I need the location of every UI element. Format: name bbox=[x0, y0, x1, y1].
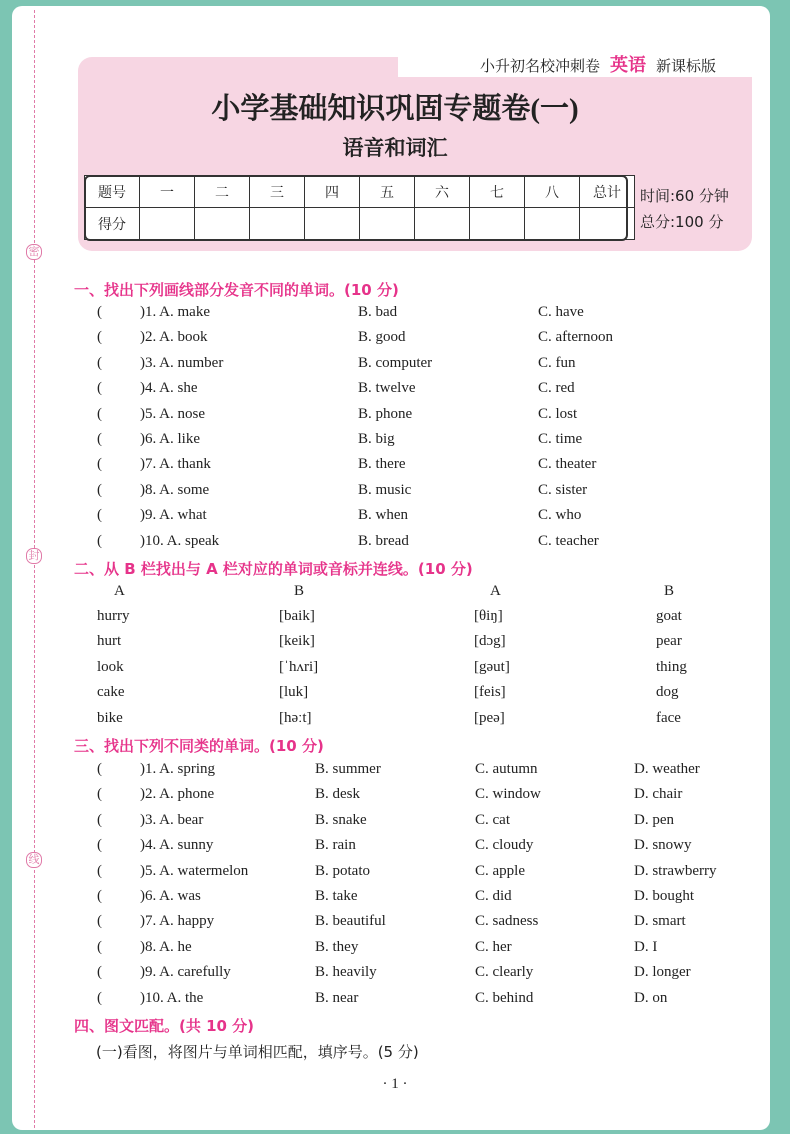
option-b: B. heavily bbox=[315, 964, 377, 981]
option-a: )1. A. make bbox=[140, 304, 210, 320]
option-a: )9. A. what bbox=[140, 507, 207, 524]
option-a: )10. A. the bbox=[140, 989, 204, 1006]
answer-blank[interactable]: ( bbox=[97, 329, 102, 346]
option-b: B. there bbox=[358, 456, 406, 473]
time-limit: 时间:60 分钟 bbox=[640, 187, 729, 205]
option-b: B. when bbox=[358, 507, 408, 524]
match-item[interactable]: cake bbox=[97, 684, 125, 701]
option-b: B. take bbox=[315, 888, 358, 904]
score-input-cell[interactable] bbox=[415, 208, 470, 240]
option-d: D. smart bbox=[634, 913, 686, 930]
score-cell: 七 bbox=[470, 176, 525, 208]
binding-line bbox=[34, 10, 35, 1128]
option-a: )5. A. watermelon bbox=[140, 862, 249, 879]
option-b: B. big bbox=[358, 431, 395, 447]
answer-blank[interactable]: ( bbox=[97, 456, 102, 473]
section3-heading: 三、找出下列不同类的单词。(10 分) bbox=[74, 737, 324, 755]
score-cell: 四 bbox=[305, 176, 360, 208]
option-a: )8. A. he bbox=[140, 938, 192, 955]
side-mark-3: 线 bbox=[26, 852, 42, 868]
match-item[interactable]: hurt bbox=[97, 633, 122, 650]
option-c: C. sadness bbox=[475, 913, 539, 930]
score-table bbox=[84, 175, 635, 240]
side-mark-1: 密 bbox=[26, 244, 42, 260]
section4-heading: 四、图文匹配。(共 10 分) bbox=[74, 1017, 255, 1035]
score-input-cell[interactable] bbox=[580, 208, 635, 240]
match-item[interactable]: look bbox=[97, 658, 124, 675]
section1-heading: 一、找出下列画线部分发音不同的单词。(10 分) bbox=[74, 281, 399, 299]
score-input-cell[interactable] bbox=[360, 208, 415, 240]
section2-heading: 二、从 B 栏找出与 A 栏对应的单词或音标并连线。(10 分) bbox=[74, 560, 473, 578]
option-b: B. good bbox=[358, 329, 406, 346]
score-cell: 三 bbox=[250, 176, 305, 208]
score-input-cell[interactable] bbox=[140, 208, 195, 240]
score-cell: 总计 bbox=[580, 176, 635, 208]
answer-blank[interactable]: ( bbox=[97, 354, 102, 371]
answer-blank[interactable]: ( bbox=[97, 989, 102, 1006]
column-header: B bbox=[294, 583, 305, 599]
match-item[interactable]: pear bbox=[656, 633, 682, 650]
answer-blank[interactable]: ( bbox=[97, 761, 102, 777]
option-a: )7. A. thank bbox=[140, 456, 211, 473]
option-b: B. near bbox=[315, 989, 359, 1006]
match-item[interactable]: face bbox=[656, 709, 681, 726]
answer-blank[interactable]: ( bbox=[97, 862, 102, 879]
side-mark-2: 封 bbox=[26, 548, 42, 564]
option-a: )9. A. carefully bbox=[140, 964, 231, 981]
section4-subheading: (一)看图，将图片与单词相匹配，填序号。(5 分) bbox=[96, 1043, 419, 1061]
option-b: B. bread bbox=[358, 532, 409, 549]
option-c: C. time bbox=[538, 431, 583, 447]
match-item[interactable]: hurry bbox=[97, 608, 130, 624]
score-label-cell: 得分 bbox=[85, 208, 140, 240]
match-item[interactable]: bike bbox=[97, 709, 123, 726]
series-line bbox=[480, 51, 716, 77]
option-b: B. phone bbox=[358, 405, 413, 422]
option-b: B. desk bbox=[315, 786, 360, 803]
score-input-cell[interactable] bbox=[195, 208, 250, 240]
match-item[interactable]: [gəut] bbox=[474, 658, 510, 675]
column-header: B bbox=[664, 583, 675, 599]
answer-blank[interactable]: ( bbox=[97, 431, 102, 447]
option-c: C. teacher bbox=[538, 532, 599, 549]
answer-blank[interactable]: ( bbox=[97, 481, 102, 498]
answer-blank[interactable]: ( bbox=[97, 938, 102, 955]
score-cell: 五 bbox=[360, 176, 415, 208]
option-b: B. music bbox=[358, 481, 412, 498]
score-value-row bbox=[85, 208, 635, 240]
column-header: A bbox=[490, 583, 501, 599]
option-c: C. lost bbox=[538, 405, 578, 422]
option-b: B. rain bbox=[315, 837, 356, 854]
page-number: · 1 · bbox=[382, 1076, 408, 1092]
answer-blank[interactable]: ( bbox=[97, 786, 102, 803]
option-c: C. window bbox=[475, 786, 541, 803]
option-a: )3. A. bear bbox=[140, 811, 204, 828]
option-d: D. pen bbox=[634, 811, 674, 828]
option-a: )10. A. speak bbox=[140, 532, 220, 549]
option-c: C. afternoon bbox=[538, 329, 613, 346]
option-a: )6. A. was bbox=[140, 888, 201, 904]
time-info bbox=[640, 183, 729, 235]
total-score: 总分:100 分 bbox=[640, 213, 724, 231]
option-c: C. behind bbox=[475, 989, 534, 1006]
option-b: B. snake bbox=[315, 811, 367, 828]
option-b: B. summer bbox=[315, 761, 381, 777]
answer-blank[interactable]: ( bbox=[97, 507, 102, 524]
option-d: D. I bbox=[634, 938, 658, 955]
option-c: C. her bbox=[475, 938, 512, 955]
option-d: D. on bbox=[634, 989, 668, 1006]
option-d: D. chair bbox=[634, 786, 683, 803]
answer-blank[interactable]: ( bbox=[97, 913, 102, 930]
match-item[interactable]: [baik] bbox=[279, 608, 315, 624]
page-title: 小学基础知识巩固专题卷(一) bbox=[211, 93, 579, 125]
match-item[interactable]: dog bbox=[656, 684, 679, 701]
option-c: C. did bbox=[475, 888, 512, 904]
option-c: C. red bbox=[538, 380, 575, 397]
subject-label: 英语 bbox=[609, 55, 646, 76]
option-d: D. weather bbox=[634, 761, 700, 777]
option-a: )4. A. she bbox=[140, 380, 198, 397]
score-input-cell[interactable] bbox=[305, 208, 360, 240]
option-b: B. beautiful bbox=[315, 913, 386, 930]
option-a: )7. A. happy bbox=[140, 913, 215, 930]
answer-blank[interactable]: ( bbox=[97, 888, 102, 904]
option-a: )8. A. some bbox=[140, 481, 210, 498]
match-item[interactable]: [ˈhʌri] bbox=[279, 658, 319, 675]
option-b: B. twelve bbox=[358, 380, 416, 397]
series-name: 小升初名校冲刺卷 bbox=[479, 57, 600, 75]
option-b: B. computer bbox=[358, 354, 433, 371]
score-input-cell[interactable] bbox=[470, 208, 525, 240]
answer-blank[interactable]: ( bbox=[97, 532, 102, 549]
option-a: )2. A. book bbox=[140, 329, 208, 346]
score-input-cell[interactable] bbox=[525, 208, 580, 240]
option-d: D. snowy bbox=[634, 837, 692, 854]
score-header-row bbox=[85, 176, 635, 208]
option-b: B. they bbox=[315, 938, 359, 955]
option-c: C. cat bbox=[475, 811, 510, 828]
option-a: )1. A. spring bbox=[140, 761, 215, 777]
match-item[interactable]: [θiŋ] bbox=[474, 608, 503, 624]
option-a: )3. A. number bbox=[140, 354, 224, 371]
option-a: )5. A. nose bbox=[140, 405, 205, 422]
match-item[interactable]: [keik] bbox=[279, 633, 315, 650]
score-cell: 二 bbox=[195, 176, 250, 208]
option-c: C. cloudy bbox=[475, 837, 534, 854]
score-input-cell[interactable] bbox=[250, 208, 305, 240]
score-cell: 一 bbox=[140, 176, 195, 208]
option-c: C. autumn bbox=[475, 761, 538, 777]
match-item[interactable]: [luk] bbox=[279, 684, 309, 701]
answer-blank[interactable]: ( bbox=[97, 837, 102, 854]
match-item[interactable]: [feis] bbox=[474, 684, 506, 701]
option-c: C. theater bbox=[538, 456, 597, 473]
score-cell: 题号 bbox=[85, 176, 140, 208]
page-subtitle: 语音和词汇 bbox=[342, 136, 448, 160]
match-item[interactable]: thing bbox=[656, 658, 687, 675]
option-d: D. bought bbox=[634, 888, 694, 904]
score-cell: 六 bbox=[415, 176, 470, 208]
option-c: C. apple bbox=[475, 862, 525, 879]
option-c: C. sister bbox=[538, 481, 588, 498]
match-item[interactable]: [peə] bbox=[474, 709, 505, 726]
option-b: B. potato bbox=[315, 862, 370, 879]
option-a: )2. A. phone bbox=[140, 786, 215, 803]
option-c: C. clearly bbox=[475, 964, 534, 981]
answer-blank[interactable]: ( bbox=[97, 811, 102, 828]
option-c: C. who bbox=[538, 507, 582, 524]
match-item[interactable]: goat bbox=[656, 608, 682, 624]
option-d: D. longer bbox=[634, 964, 691, 981]
option-a: )6. A. like bbox=[140, 431, 200, 447]
answer-blank[interactable]: ( bbox=[97, 380, 102, 397]
option-d: D. strawberry bbox=[634, 862, 717, 879]
edition-label: 新课标版 bbox=[655, 57, 716, 75]
option-c: C. have bbox=[538, 304, 584, 320]
option-c: C. fun bbox=[538, 354, 576, 371]
answer-blank[interactable]: ( bbox=[97, 405, 102, 422]
answer-blank[interactable]: ( bbox=[97, 964, 102, 981]
option-a: )4. A. sunny bbox=[140, 837, 214, 854]
option-b: B. bad bbox=[358, 304, 398, 320]
column-header: A bbox=[114, 583, 125, 599]
match-item[interactable]: [həːt] bbox=[279, 709, 312, 726]
score-cell: 八 bbox=[525, 176, 580, 208]
match-item[interactable]: [dɔg] bbox=[474, 633, 506, 650]
answer-blank[interactable]: ( bbox=[97, 304, 102, 320]
